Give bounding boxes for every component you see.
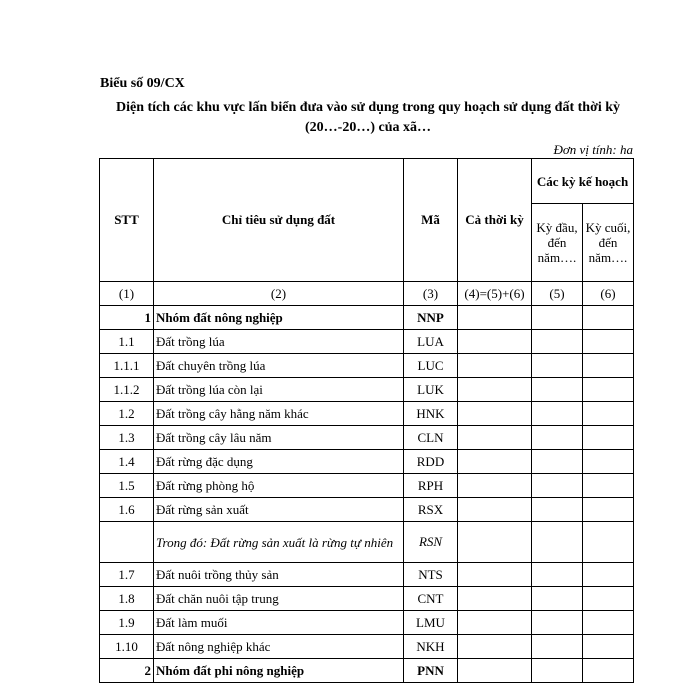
row-code: RPH <box>404 474 458 498</box>
row-name: Nhóm đất nông nghiệp <box>154 306 404 330</box>
table-row <box>100 426 634 450</box>
row-code: LUA <box>404 330 458 354</box>
row-code: RSX <box>404 498 458 522</box>
row-code: CNT <box>404 587 458 611</box>
header-plan-periods: Các kỳ kế hoạch <box>532 159 634 204</box>
row-cell <box>583 474 634 498</box>
table-row <box>100 330 634 354</box>
column-number: (1) <box>100 282 154 306</box>
row-name: Đất chăn nuôi tập trung <box>154 587 404 611</box>
row-cell <box>583 354 634 378</box>
land-use-table <box>99 158 634 683</box>
header-last-period: Kỳ cuối, đến năm…. <box>583 204 634 282</box>
header-indicator: Chỉ tiêu sử dụng đất <box>154 159 404 282</box>
row-cell <box>532 426 583 450</box>
row-cell <box>532 378 583 402</box>
table-row <box>100 474 634 498</box>
row-cell <box>532 450 583 474</box>
row-cell <box>458 474 532 498</box>
row-name: Nhóm đất phi nông nghiệp <box>154 659 404 683</box>
table-row <box>100 354 634 378</box>
row-cell <box>458 306 532 330</box>
row-name: Đất làm muối <box>154 611 404 635</box>
row-cell <box>583 563 634 587</box>
row-cell <box>458 354 532 378</box>
row-cell <box>458 450 532 474</box>
unit-label: Đơn vị tính: ha <box>553 142 633 157</box>
row-cell <box>532 522 583 563</box>
row-cell <box>583 306 634 330</box>
table-row <box>100 635 634 659</box>
row-cell <box>458 587 532 611</box>
row-name: Đất trồng lúa <box>154 330 404 354</box>
row-stt: 1.1.1 <box>100 354 154 378</box>
row-code: LMU <box>404 611 458 635</box>
row-stt <box>100 522 154 563</box>
row-code: NTS <box>404 563 458 587</box>
row-stt: 1 <box>100 306 154 330</box>
table-row <box>100 498 634 522</box>
row-cell <box>583 378 634 402</box>
row-stt: 1.7 <box>100 563 154 587</box>
row-cell <box>458 563 532 587</box>
row-cell <box>458 426 532 450</box>
row-cell <box>583 402 634 426</box>
row-stt: 1.8 <box>100 587 154 611</box>
row-name: Đất trồng cây lâu năm <box>154 426 404 450</box>
header-stt: STT <box>100 159 154 282</box>
row-name: Đất trồng cây hằng năm khác <box>154 402 404 426</box>
row-code: CLN <box>404 426 458 450</box>
row-name: Đất nuôi trồng thủy sản <box>154 563 404 587</box>
row-name: Đất rừng phòng hộ <box>154 474 404 498</box>
row-cell <box>532 587 583 611</box>
table-row <box>100 659 634 683</box>
form-code: Biểu số 09/CX <box>100 76 185 91</box>
row-name: Đất nông nghiệp khác <box>154 635 404 659</box>
row-stt: 1.3 <box>100 426 154 450</box>
row-cell <box>458 498 532 522</box>
row-cell <box>458 522 532 563</box>
row-name: Đất chuyên trồng lúa <box>154 354 404 378</box>
row-stt: 1.2 <box>100 402 154 426</box>
row-cell <box>532 498 583 522</box>
row-cell <box>458 611 532 635</box>
row-code: NNP <box>404 306 458 330</box>
row-stt: 1.1 <box>100 330 154 354</box>
row-code: NKH <box>404 635 458 659</box>
row-code: RSN <box>404 522 458 563</box>
row-cell <box>583 426 634 450</box>
row-cell <box>532 306 583 330</box>
table-row <box>100 378 634 402</box>
row-stt: 2 <box>100 659 154 683</box>
row-cell <box>458 330 532 354</box>
column-number: (5) <box>532 282 583 306</box>
table-row <box>100 450 634 474</box>
document-title: Diện tích các khu vực lấn biển đưa vào sử dụng trong quy hoạch sử dụng đất thời kỳ (20…-20…) của xã… <box>116 100 620 135</box>
row-cell <box>583 450 634 474</box>
row-stt: 1.6 <box>100 498 154 522</box>
row-cell <box>583 611 634 635</box>
table-row <box>100 402 634 426</box>
row-code: PNN <box>404 659 458 683</box>
column-number: (6) <box>583 282 634 306</box>
row-cell <box>532 611 583 635</box>
table-row <box>100 587 634 611</box>
row-name: Đất rừng sản xuất <box>154 498 404 522</box>
row-cell <box>532 659 583 683</box>
row-stt: 1.10 <box>100 635 154 659</box>
row-stt: 1.1.2 <box>100 378 154 402</box>
row-stt: 1.9 <box>100 611 154 635</box>
row-cell <box>458 402 532 426</box>
row-name: Trong đó: Đất rừng sản xuất là rừng tự nhiên <box>154 522 404 563</box>
row-cell <box>583 522 634 563</box>
row-code: HNK <box>404 402 458 426</box>
row-cell <box>583 330 634 354</box>
header-whole-period: Cả thời kỳ <box>458 159 532 282</box>
row-cell <box>532 402 583 426</box>
row-cell <box>458 659 532 683</box>
table-row <box>100 563 634 587</box>
column-number: (2) <box>154 282 404 306</box>
header-first-period: Kỳ đầu, đến năm…. <box>532 204 583 282</box>
row-stt: 1.4 <box>100 450 154 474</box>
row-code: RDD <box>404 450 458 474</box>
row-cell <box>583 587 634 611</box>
row-code: LUC <box>404 354 458 378</box>
row-cell <box>458 378 532 402</box>
row-cell <box>532 474 583 498</box>
row-cell <box>532 354 583 378</box>
table-row <box>100 306 634 330</box>
row-cell <box>458 635 532 659</box>
row-cell <box>583 635 634 659</box>
table-row <box>100 522 634 563</box>
row-cell <box>532 563 583 587</box>
row-cell <box>583 659 634 683</box>
column-number: (3) <box>404 282 458 306</box>
column-number: (4)=(5)+(6) <box>458 282 532 306</box>
header-code: Mã <box>404 159 458 282</box>
row-stt: 1.5 <box>100 474 154 498</box>
row-cell <box>532 635 583 659</box>
row-name: Đất rừng đặc dụng <box>154 450 404 474</box>
row-cell <box>532 330 583 354</box>
row-code: LUK <box>404 378 458 402</box>
row-name: Đất trồng lúa còn lại <box>154 378 404 402</box>
table-row <box>100 611 634 635</box>
row-cell <box>583 498 634 522</box>
